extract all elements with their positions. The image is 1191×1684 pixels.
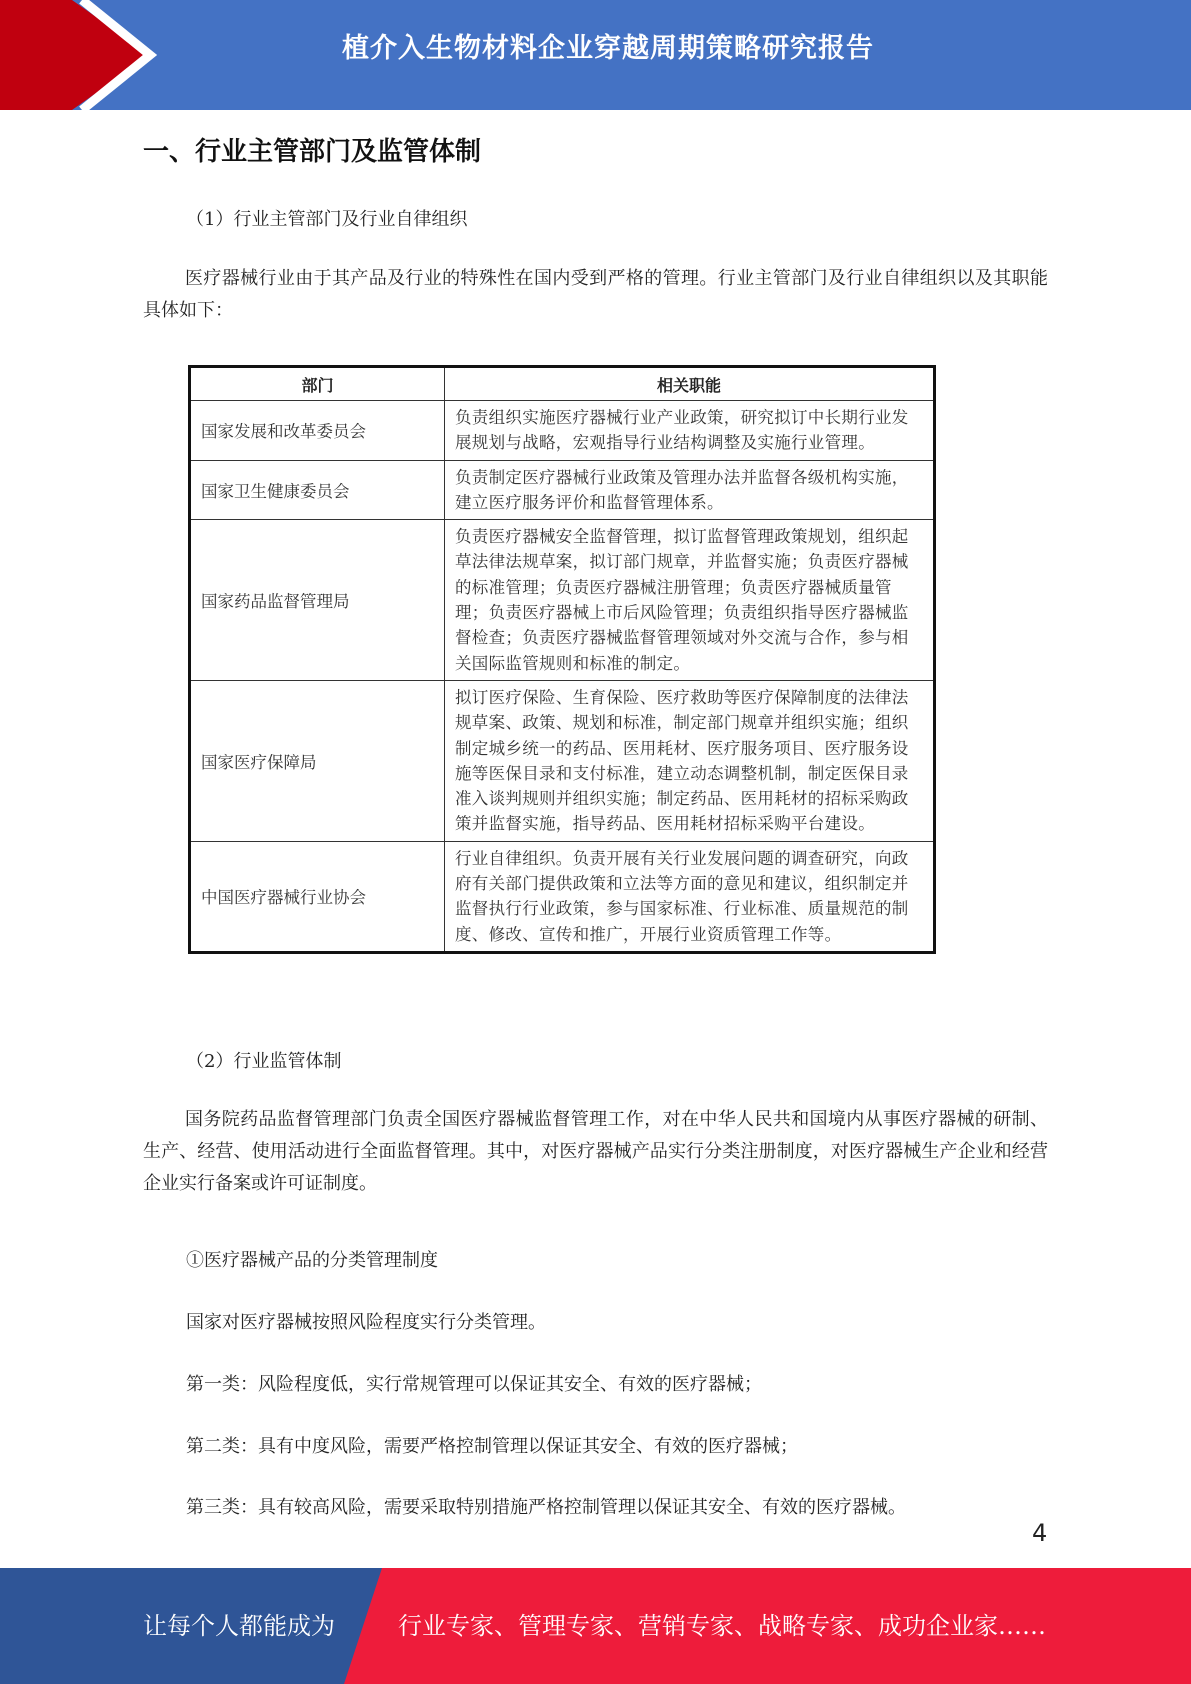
table-row <box>190 520 935 681</box>
page-footer <box>0 1568 1191 1684</box>
subsection-2-title: （2）行业监管体制 <box>186 1051 342 1072</box>
table-row <box>190 680 935 841</box>
footer-slogan-right: 行业专家、管理专家、营销专家、战略专家、成功企业家…… <box>398 1612 1046 1640</box>
table-row <box>190 841 935 952</box>
column-header-department: 部门 <box>190 367 445 401</box>
table-row <box>190 401 935 461</box>
class-3-text: 第三类：具有较高风险，需要采取特别措施严格控制管理以保证其安全、有效的医疗器械。 <box>186 1497 906 1518</box>
column-header-functions: 相关职能 <box>445 367 935 401</box>
function-cell: 负责医疗器械安全监督管理，拟订监督管理政策规划，组织起草法律法规草案，拟订部门规章，并监督实施；负责医疗器械的标准管理；负责医疗器械注册管理；负责医疗器械质量管理；负责医疗器械上市后风险管理；负责组织指导医疗器械监督检查；负责医疗器械监督管理领域对外交流与合作，参与相关国际监管规则和标准的制定。 <box>445 520 935 681</box>
department-cell: 国家药品监督管理局 <box>190 520 445 681</box>
subsection-1-title: （1）行业主管部门及行业自律组织 <box>186 209 468 230</box>
function-cell: 负责制定医疗器械行业政策及管理办法并监督各级机构实施，建立医疗服务评价和监督管理体系。 <box>445 460 935 520</box>
department-cell: 中国医疗器械行业协会 <box>190 841 445 952</box>
report-title: 植介入生物材料企业穿越周期策略研究报告 <box>342 33 874 64</box>
class-1-text: 第一类：风险程度低，实行常规管理可以保证其安全、有效的医疗器械； <box>186 1374 762 1395</box>
function-cell: 行业自律组织。负责开展有关行业发展问题的调查研究，向政府有关部门提供政策和立法等方面的意见和建议，组织制定并监督执行行业政策，参与国家标准、行业标准、质量规范的制度、修改、宣传和推广，开展行业资质管理工作等。 <box>445 841 935 952</box>
department-cell: 国家医疗保障局 <box>190 680 445 841</box>
table-row <box>190 460 935 520</box>
section-heading: 一、行业主管部门及监管体制 <box>143 137 482 167</box>
page-header <box>0 0 1191 110</box>
classification-intro: 国家对医疗器械按照风险程度实行分类管理。 <box>186 1312 546 1333</box>
department-cell: 国家卫生健康委员会 <box>190 460 445 520</box>
footer-slogan-left: 让每个人都能成为 <box>143 1612 335 1640</box>
function-cell: 负责组织实施医疗器械行业产业政策，研究拟订中长期行业发展规划与战略，宏观指导行业结构调整及实施行业管理。 <box>445 401 935 461</box>
table-header-row <box>190 367 935 401</box>
function-cell: 拟订医疗保险、生育保险、医疗救助等医疗保障制度的法律法规草案、政策、规划和标准，制定部门规章并组织实施；组织制定城乡统一的药品、医用耗材、医疗服务项目、医疗服务设施等医保目录和支付标准，建立动态调整机制，制定医保目录准入谈判规则并组织实施；制定药品、医用耗材的招标采购政策并监督实施，指导药品、医用耗材招标采购平台建设。 <box>445 680 935 841</box>
department-cell: 国家发展和改革委员会 <box>190 401 445 461</box>
supervision-paragraph: 国务院药品监督管理部门负责全国医疗器械监督管理工作，对在中华人民共和国境内从事医疗器械的研制、生产、经营、使用活动进行全面监督管理。其中，对医疗器械产品实行分类注册制度，对医疗器械生产企业和经营企业实行备案或许可证制度。 <box>143 1109 1048 1194</box>
page-number: 4 <box>1032 1519 1048 1547</box>
regulator-table <box>188 365 936 954</box>
class-2-text: 第二类：具有中度风险，需要严格控制管理以保证其安全、有效的医疗器械； <box>186 1436 798 1457</box>
classification-heading: ①医疗器械产品的分类管理制度 <box>186 1250 438 1271</box>
intro-paragraph: 医疗器械行业由于其产品及行业的特殊性在国内受到严格的管理。行业主管部门及行业自律组织以及其职能具体如下： <box>143 268 1048 321</box>
